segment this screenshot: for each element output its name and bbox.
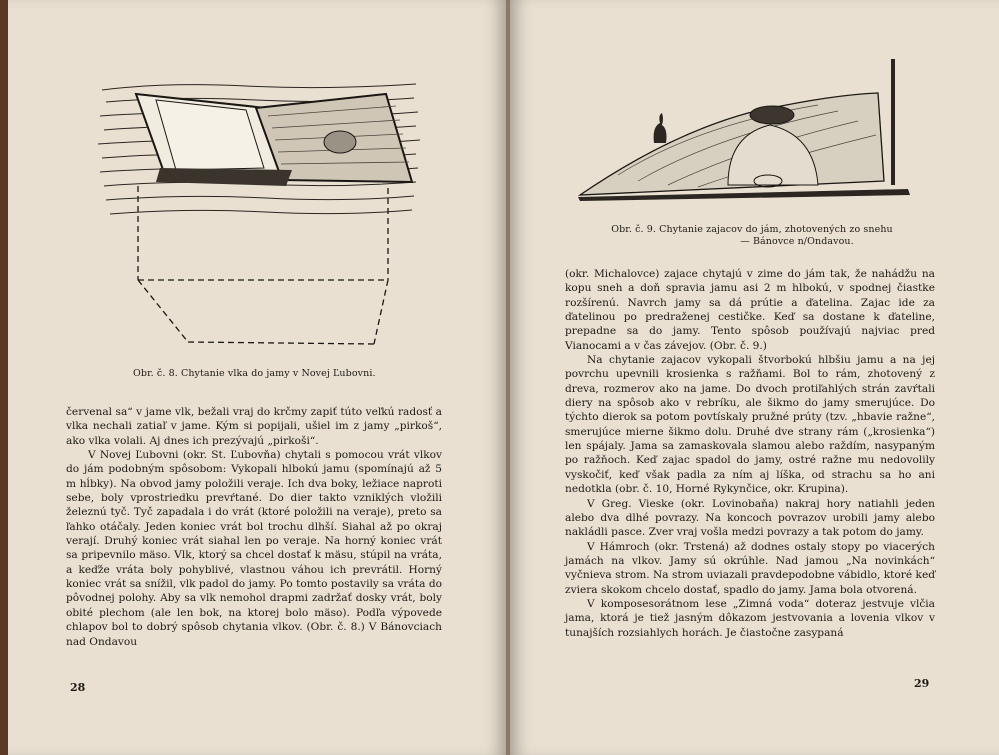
paragraph: Na chytanie zajacov vykopali štvorbokú hlbšiu jamu a na jej povrchu upevnili krosienka s ražňami. Bol to rám, zhotovený z dreva, rozmerov ako na jame. Do dvoch protiľahlých strán zavŕtali diery na spôsob ako v rebríku, ale šikmo do jamy smerujúce. Do týchto dierok sa potom povtískaly pružné prúty (tzv. „hbavie ražne“, smerujúce mierne šikmo dolu. Druhé dve strany rám („krosienka“) len spájaly. Jama sa zamaskovala slamou alebo raždím, nasypaným po ražňoch. Keď zajac spadol do jamy, ostré ražne mu nedovolily vyskočiť, keď však padla za ním aj líška, od strachu sa ho ani nedotkla (obr. č. 10, Horné Rykynčice, okr. Krupina). bbox=[565, 354, 935, 496]
right-body-text bbox=[565, 267, 935, 640]
paragraph: V Hámroch (okr. Trstená) až dodnes ostaly stopy po viacerých jamách na vlkov. Jamy sú okrúhle. Nad jamou „Na novinkách“ vyčnieva strom. Na strom uviazali pravdepodobne vábidlo, ktoré keď zviera skokom chcelo dostať, spadlo do jamy. Jama bola otvorená. bbox=[565, 540, 935, 596]
page-number: 28 bbox=[70, 681, 86, 694]
paragraph: červenal sa“ v jame vlk, bežali vraj do krčmy zapiť túto veľkú radosť a vlka nechali zatiaľ v jame. Kým si popijali, ušiel im z jamy „pirkoš“, ako vlka volali. Aj dnes ich prezývajú „pirkoši“. bbox=[66, 406, 442, 447]
figure-caption-line: — Bánovce n/Ondavou. bbox=[740, 236, 854, 247]
hare-snow-pit-illustration bbox=[578, 55, 918, 215]
left-body-text bbox=[66, 405, 442, 649]
right-page bbox=[510, 0, 999, 755]
paragraph: V Novej Ľubovni (okr. St. Ľubovňa) chytali s pomocou vrát vlkov do jám podobným spôsobom: Vykopali hlbokú jamu (spomínajú až 5 m hĺbky). Na obvod jamy položili veraje. Ich dva boky, ležiace naproti sebe, boly vprostriedku prevŕtané. Do dier takto vzniklých vložili železnú tyč. Tyč zapadala i do vrát (ktoré položili na veraje), preto sa ľahko otáčaly. Jeden koniec vrát bol trochu dlhší. Siahal až po okraj verají. Druhý koniec vrát siahal len po veraje. Na horný koniec vrát sa pripevnilo mäso. Vlk, ktorý sa chcel dostať k mäsu, stúpil na vráta, a keďže vráta boly pohyblivé, vlastnou váhou ich prevrátil. Horný koniec vrát sa snížil, vlk padol do jamy. Po tomto postavily sa vráta do pôvodnej polohy. Aby sa vlk nemohol drapmi zadržať dosky vrát, boly obité plechom (ale len bok, na ktorej bolo mäso). Podľa výpovede chlapov bol to dobrý spôsob chytania vlkov. (Obr. č. 8.) V Bánovciach nad Ondavou bbox=[66, 449, 442, 648]
wolf-pit-illustration bbox=[96, 72, 426, 362]
figure-caption bbox=[602, 224, 902, 248]
page-number: 29 bbox=[914, 677, 930, 690]
figure-caption-line: Obr. č. 9. Chytanie zajacov do jám, zhotovených zo snehu bbox=[611, 224, 893, 235]
paragraph: V Greg. Vieske (okr. Lovinobaňa) nakraj hory natiahli jeden alebo dva dlhé povrazy. Na koncoch povrazov urobili jamy alebo nakládli pasce. Zver vraj vošla medzi povrazy a tak potom do jamy. bbox=[565, 497, 935, 539]
figure-caption: Obr. č. 8. Chytanie vlka do jamy v Novej Ľubovni. bbox=[133, 368, 376, 379]
paragraph: V komposesorátnom lese „Zimná voda“ doteraz jestvuje vlčia jama, ktorá je tiež jasným dôkazom jestvovania a lovenia vlkov v tunajších rozsiahlych horách. Je čiastočne zasypaná bbox=[565, 597, 935, 639]
left-page bbox=[8, 0, 506, 755]
paragraph: (okr. Michalovce) zajace chytajú v zime do jám tak, že nahádžu na kopu sneh a doň spravia jamu asi 2 m hlbokú, v spodnej čiastke rozšírenú. Navrch jamy sa dá prútie a ďatelina. Zajac ide za ďatelinou po predraženej cestičke. Keď sa dostane k ďateline, prepadne sa do jamy. Tento spôsob používajú najviac pred Vianocami a v čas závejov. (Obr. č. 9.) bbox=[565, 268, 935, 352]
